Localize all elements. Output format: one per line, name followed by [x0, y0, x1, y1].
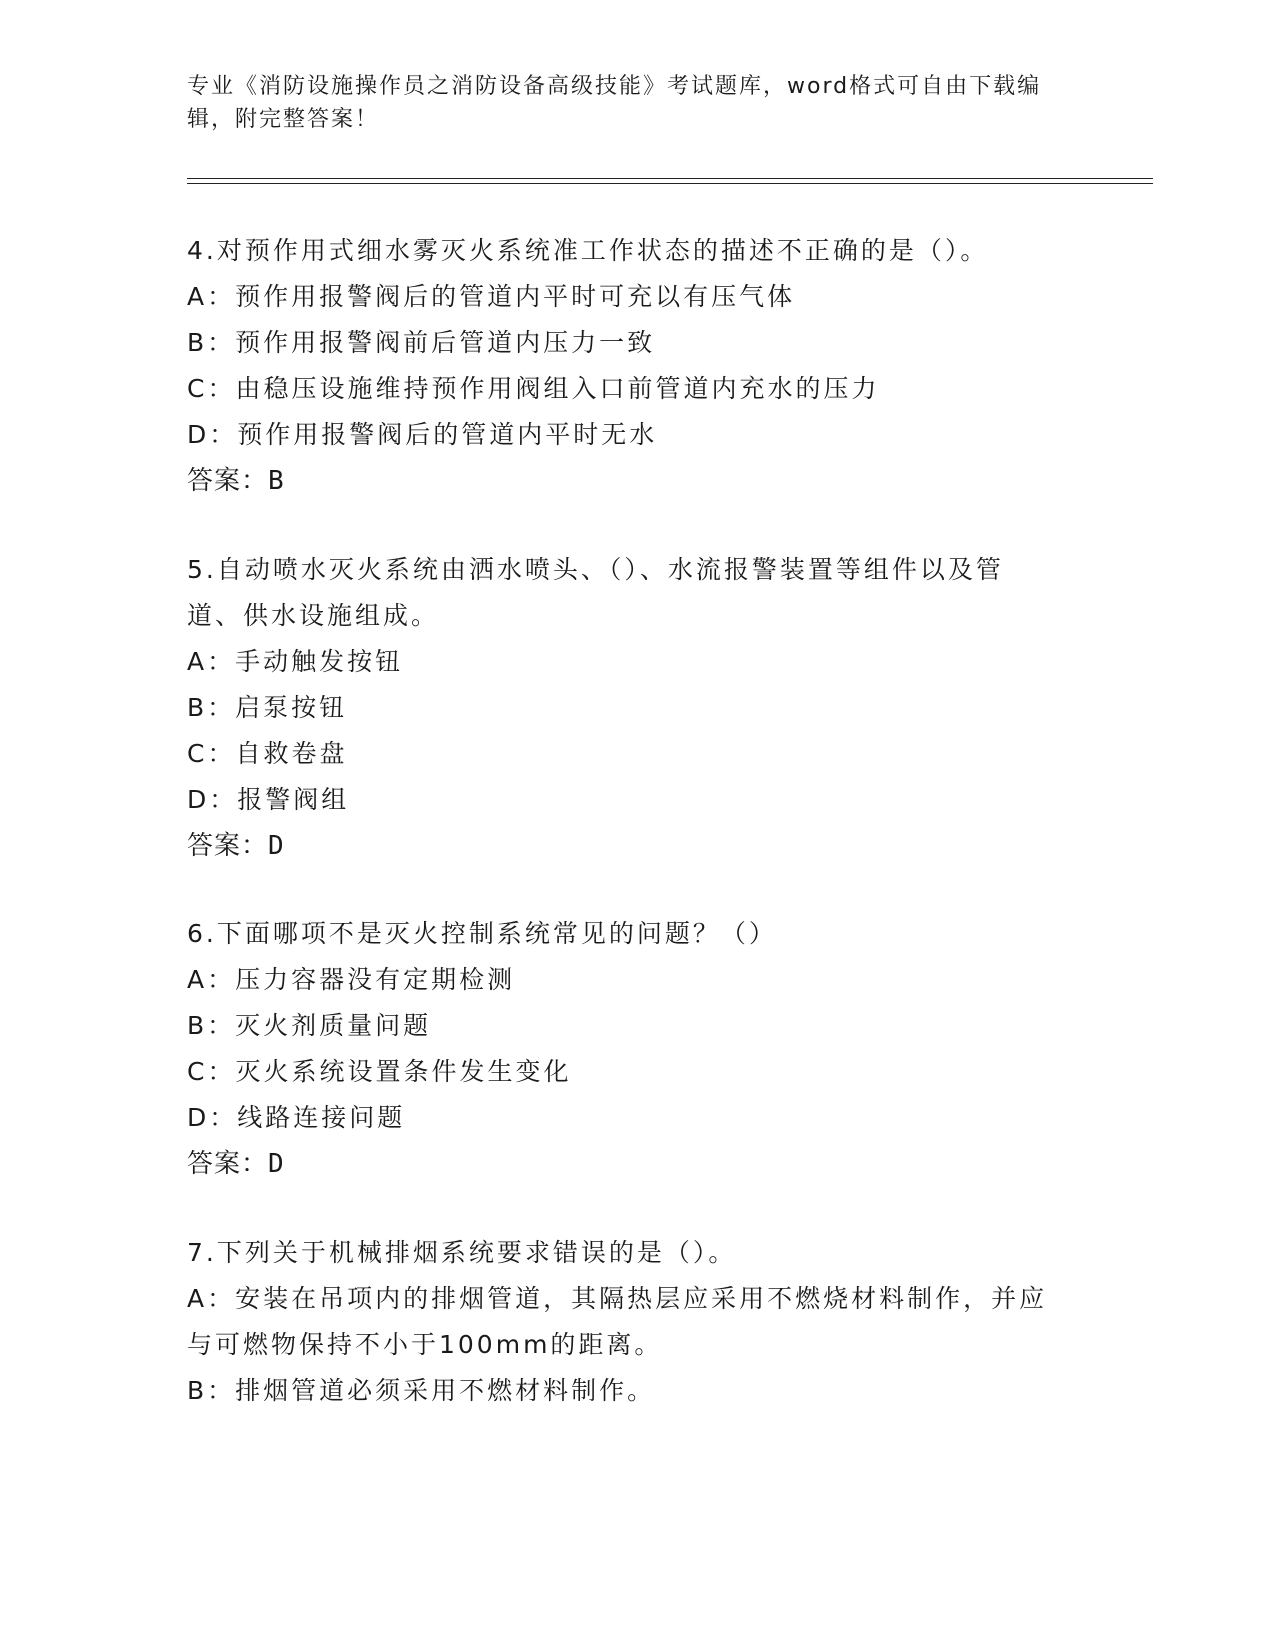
stem-line: 7.下列关于机械排烟系统要求错误的是（）。 — [187, 1238, 737, 1267]
question-6 — [187, 911, 1087, 1187]
header-line-1: 专业《消防设施操作员之消防设备高级技能》考试题库，word格式可自由下载编 — [187, 74, 1042, 99]
answer-label: 答案：B — [187, 466, 285, 496]
header-divider-bottom — [187, 183, 1153, 184]
option-c: C：灭火系统设置条件发生变化 — [187, 1057, 572, 1086]
header-line-2: 辑，附完整答案！ — [187, 107, 380, 132]
stem-line: 5.自动喷水灭火系统由洒水喷头、（）、水流报警装置等组件以及管 — [187, 555, 1004, 584]
option-a: A：预作用报警阀后的管道内平时可充以有压气体 — [187, 282, 796, 311]
question-stem — [187, 1230, 1087, 1276]
option-b: B：排烟管道必须采用不燃材料制作。 — [187, 1376, 656, 1405]
option-d: D：报警阀组 — [187, 785, 350, 814]
option-b: B：预作用报警阀前后管道内压力一致 — [187, 328, 656, 357]
question-stem — [187, 228, 1087, 274]
option-c: C：自救卷盘 — [187, 739, 348, 768]
question-4 — [187, 228, 1087, 504]
question-5 — [187, 547, 1087, 869]
stem-line: 道、供水设施组成。 — [187, 601, 440, 630]
option-a: A：手动触发按钮 — [187, 647, 404, 676]
question-7 — [187, 1230, 1087, 1414]
answer-label: 答案：D — [187, 831, 285, 861]
question-stem — [187, 911, 1087, 957]
answer-label: 答案：D — [187, 1149, 285, 1179]
option-a: A：安装在吊项内的排烟管道，其隔热层应采用不燃烧材料制作，并应 — [187, 1284, 1048, 1313]
option-b: B：启泵按钮 — [187, 693, 348, 722]
option-a: A：压力容器没有定期检测 — [187, 965, 516, 994]
option-c: C：由稳压设施维持预作用阀组入口前管道内充水的压力 — [187, 374, 880, 403]
option-d: D：预作用报警阀后的管道内平时无水 — [187, 420, 658, 449]
header-divider-top — [187, 178, 1153, 179]
stem-line: 6.下面哪项不是灭火控制系统常见的问题？（） — [187, 919, 777, 948]
question-stem — [187, 547, 1087, 639]
option-a-continued: 与可燃物保持不小于100mm的距离。 — [187, 1330, 663, 1359]
option-b: B：灭火剂质量问题 — [187, 1011, 432, 1040]
document-header — [187, 70, 1077, 136]
stem-line: 4.对预作用式细水雾灭火系统准工作状态的描述不正确的是（）。 — [187, 236, 989, 265]
option-d: D：线路连接问题 — [187, 1103, 406, 1132]
